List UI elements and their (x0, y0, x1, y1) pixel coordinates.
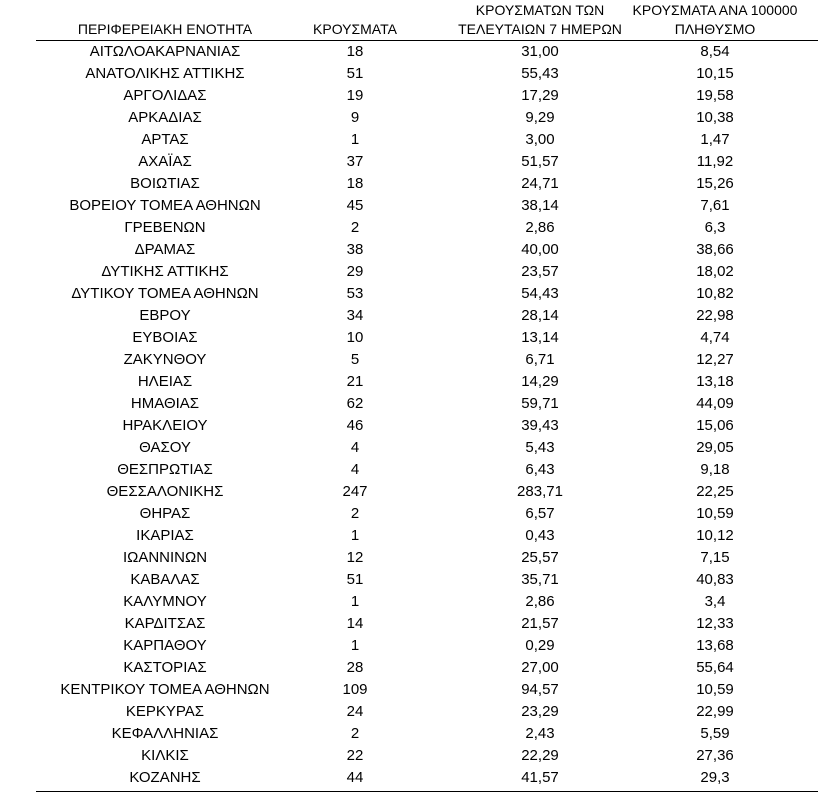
cases-cell: 2 (350, 725, 360, 742)
region-cell: ΔΥΤΙΚΟΥ ΤΟΜΕΑ ΑΘΗΝΩΝ (71, 285, 259, 302)
last-7-days-cell: 39,43 (521, 417, 559, 434)
per-100000-cell: 18,02 (696, 263, 734, 280)
per-100000-cell: 10,59 (696, 681, 734, 698)
per-100000-cell: 22,98 (696, 307, 734, 324)
region-cell: ΚΑΣΤΟΡΙΑΣ (123, 659, 207, 676)
per-100000-cell: 10,15 (696, 65, 734, 82)
last-7-days-cell: 2,86 (525, 219, 555, 236)
region-cell: ΑΡΚΑΔΙΑΣ (128, 109, 202, 126)
cases-cell: 12 (346, 549, 364, 566)
table-row (0, 283, 831, 305)
region-cell: ΚΑΡΠΑΘΟΥ (123, 637, 207, 654)
region-cell: ΙΩΑΝΝΙΝΩΝ (122, 549, 208, 566)
region-cell: ΑΙΤΩΛΟΑΚΑΡΝΑΝΙΑΣ (89, 43, 241, 60)
table-row (0, 613, 831, 635)
table-row (0, 679, 831, 701)
table-row (0, 305, 831, 327)
region-cell: ΗΛΕΙΑΣ (137, 373, 193, 390)
header-line: ΤΕΛΕΥΤΑΙΩΝ 7 ΗΜΕΡΩΝ (458, 21, 622, 37)
per-100000-cell: 40,83 (696, 571, 734, 588)
table-row (0, 217, 831, 239)
region-cell: ΘΕΣΣΑΛΟΝΙΚΗΣ (106, 483, 224, 500)
last-7-days-cell: 6,43 (525, 461, 555, 478)
last-7-days-cell: 38,14 (521, 197, 559, 214)
last-7-days-cell: 94,57 (521, 681, 559, 698)
region-cell: ΚΕΦΑΛΛΗΝΙΑΣ (111, 725, 219, 742)
region-cell: ΚΙΛΚΙΣ (141, 747, 189, 764)
region-cell: ΓΡΕΒΕΝΩΝ (124, 219, 206, 236)
last-7-days-cell: 27,00 (521, 659, 559, 676)
region-cell: ΚΕΡΚΥΡΑΣ (125, 703, 205, 720)
per-100000-cell: 8,54 (700, 43, 730, 60)
per-100000-cell: 9,18 (700, 461, 730, 478)
per-100000-cell: 4,74 (700, 329, 730, 346)
region-cell: ΔΥΤΙΚΗΣ ΑΤΤΙΚΗΣ (101, 263, 229, 280)
cases-cell: 1 (350, 527, 360, 544)
cases-cell: 247 (342, 483, 368, 500)
last-7-days-cell: 22,29 (521, 747, 559, 764)
region-cell: ΚΑΡΔΙΤΣΑΣ (124, 615, 206, 632)
last-7-days-cell: 17,29 (521, 87, 559, 104)
region-cell: ΘΑΣΟΥ (139, 439, 191, 456)
table-row (0, 173, 831, 195)
per-100000-cell: 22,99 (696, 703, 734, 720)
cases-cell: 45 (346, 197, 364, 214)
region-cell: ΚΟΖΑΝΗΣ (129, 769, 201, 786)
cases-cell: 38 (346, 241, 364, 258)
cases-cell: 28 (346, 659, 364, 676)
per-100000-cell: 13,18 (696, 373, 734, 390)
last-7-days-cell: 0,43 (525, 527, 555, 544)
last-7-days-cell: 24,71 (521, 175, 559, 192)
cases-cell: 51 (346, 571, 364, 588)
last-7-days-cell: 54,43 (521, 285, 559, 302)
table-row (0, 195, 831, 217)
cases-cell: 109 (342, 681, 368, 698)
region-cell: ΑΡΓΟΛΙΔΑΣ (123, 87, 207, 104)
table-row (0, 129, 831, 151)
region-cell: ΖΑΚΥΝΘΟΥ (123, 351, 207, 368)
cases-cell: 2 (350, 505, 360, 522)
per-100000-cell: 19,58 (696, 87, 734, 104)
header-line: ΠΕΡΙΦΕΡΕΙΑΚΗ ΕΝΟΤΗΤΑ (77, 21, 253, 37)
per-100000-cell: 44,09 (696, 395, 734, 412)
per-100000-cell: 55,64 (696, 659, 734, 676)
per-100000-cell: 12,27 (696, 351, 734, 368)
region-cell: ΕΥΒΟΙΑΣ (132, 329, 198, 346)
table-row (0, 547, 831, 569)
per-100000-cell: 38,66 (696, 241, 734, 258)
last-7-days-cell: 51,57 (521, 153, 559, 170)
region-cell: ΑΝΑΤΟΛΙΚΗΣ ΑΤΤΙΚΗΣ (85, 65, 245, 82)
cases-cell: 14 (346, 615, 364, 632)
table-row (0, 151, 831, 173)
table-row (0, 745, 831, 767)
per-100000-cell: 22,25 (696, 483, 734, 500)
last-7-days-cell: 55,43 (521, 65, 559, 82)
region-cell: ΑΡΤΑΣ (141, 131, 189, 148)
table-row (0, 459, 831, 481)
cases-cell: 62 (346, 395, 364, 412)
cases-cell: 37 (346, 153, 364, 170)
region-cell: ΘΕΣΠΡΩΤΙΑΣ (117, 461, 213, 478)
last-7-days-cell: 3,00 (525, 131, 555, 148)
table-row (0, 393, 831, 415)
per-100000-cell: 12,33 (696, 615, 734, 632)
cases-cell: 4 (350, 439, 360, 456)
cases-cell: 19 (346, 87, 364, 104)
last-7-days-cell: 5,43 (525, 439, 555, 456)
table-row (0, 415, 831, 437)
last-7-days-cell: 41,57 (521, 769, 559, 786)
last-7-days-cell: 13,14 (521, 329, 559, 346)
cases-cell: 5 (350, 351, 360, 368)
table-row (0, 525, 831, 547)
column-header-per-100000 (630, 1, 800, 39)
table-row (0, 239, 831, 261)
cases-cell: 18 (346, 43, 364, 60)
last-7-days-cell: 25,57 (521, 549, 559, 566)
region-cell: ΒΟΡΕΙΟΥ ΤΟΜΕΑ ΑΘΗΝΩΝ (69, 197, 261, 214)
cases-cell: 34 (346, 307, 364, 324)
per-100000-cell: 6,3 (704, 219, 726, 236)
table-row (0, 437, 831, 459)
column-header-last-7-days (440, 1, 640, 39)
per-100000-cell: 5,59 (700, 725, 730, 742)
table-row (0, 327, 831, 349)
per-100000-cell: 15,26 (696, 175, 734, 192)
region-cell: ΗΜΑΘΙΑΣ (130, 395, 200, 412)
last-7-days-cell: 31,00 (521, 43, 559, 60)
cases-cell: 2 (350, 219, 360, 236)
per-100000-cell: 27,36 (696, 747, 734, 764)
table-row (0, 63, 831, 85)
cases-cell: 4 (350, 461, 360, 478)
cases-cell: 44 (346, 769, 364, 786)
per-100000-cell: 11,92 (696, 153, 734, 170)
last-7-days-cell: 21,57 (521, 615, 559, 632)
last-7-days-cell: 9,29 (525, 109, 555, 126)
cases-cell: 51 (346, 65, 364, 82)
table-row (0, 701, 831, 723)
region-cell: ΗΡΑΚΛΕΙΟΥ (122, 417, 208, 434)
region-cell: ΙΚΑΡΙΑΣ (136, 527, 194, 544)
region-cell: ΚΑΛΥΜΝΟΥ (123, 593, 207, 610)
region-cell: ΑΧΑΪΑΣ (138, 153, 192, 170)
table-row (0, 723, 831, 745)
last-7-days-cell: 28,14 (521, 307, 559, 324)
column-header-region (20, 20, 310, 39)
last-7-days-cell: 2,43 (525, 725, 555, 742)
last-7-days-cell: 2,86 (525, 593, 555, 610)
table-row (0, 569, 831, 591)
per-100000-cell: 13,68 (696, 637, 734, 654)
table-row (0, 657, 831, 679)
last-7-days-cell: 6,71 (525, 351, 555, 368)
per-100000-cell: 10,38 (696, 109, 734, 126)
table-row (0, 85, 831, 107)
table-row (0, 371, 831, 393)
last-7-days-cell: 0,29 (525, 637, 555, 654)
table-row (0, 635, 831, 657)
per-100000-cell: 10,12 (696, 527, 734, 544)
region-cell: ΘΗΡΑΣ (139, 505, 191, 522)
per-100000-cell: 7,61 (700, 197, 730, 214)
table-row (0, 349, 831, 371)
table-row (0, 481, 831, 503)
header-line: ΚΡΟΥΣΜΑΤΑ (313, 21, 397, 37)
per-100000-cell: 7,15 (700, 549, 730, 566)
last-7-days-cell: 35,71 (521, 571, 559, 588)
cases-cell: 1 (350, 131, 360, 148)
table-row (0, 767, 831, 789)
table-row (0, 261, 831, 283)
cases-cell: 10 (346, 329, 364, 346)
cases-cell: 1 (350, 637, 360, 654)
cases-cell: 22 (346, 747, 364, 764)
per-100000-cell: 29,05 (696, 439, 734, 456)
cases-cell: 21 (346, 373, 364, 390)
table-row (0, 41, 831, 63)
cases-cell: 46 (346, 417, 364, 434)
per-100000-cell: 10,82 (696, 285, 734, 302)
per-100000-cell: 15,06 (696, 417, 734, 434)
column-header-cases (290, 20, 420, 39)
region-cell: ΚΑΒΑΛΑΣ (130, 571, 200, 588)
region-cell: ΔΡΑΜΑΣ (134, 241, 196, 258)
cases-cell: 9 (350, 109, 360, 126)
table-row (0, 591, 831, 613)
region-cell: ΒΟΙΩΤΙΑΣ (130, 175, 200, 192)
per-100000-cell: 29,3 (700, 769, 730, 786)
last-7-days-cell: 40,00 (521, 241, 559, 258)
cases-cell: 1 (350, 593, 360, 610)
cases-cell: 29 (346, 263, 364, 280)
header-line: ΠΛΗΘΥΣΜΟ (674, 21, 756, 37)
last-7-days-cell: 59,71 (521, 395, 559, 412)
cases-cell: 18 (346, 175, 364, 192)
last-7-days-cell: 23,29 (521, 703, 559, 720)
header-line: ΚΡΟΥΣΜΑΤΑ ΑΝΑ 100000 (632, 2, 798, 18)
cases-cell: 53 (346, 285, 364, 302)
region-cell: ΕΒΡΟΥ (139, 307, 191, 324)
table-row (0, 503, 831, 525)
per-100000-cell: 10,59 (696, 505, 734, 522)
cases-cell: 24 (346, 703, 364, 720)
last-7-days-cell: 6,57 (525, 505, 555, 522)
per-100000-cell: 1,47 (700, 131, 730, 148)
last-7-days-cell: 283,71 (517, 483, 563, 500)
region-cell: ΚΕΝΤΡΙΚΟΥ ΤΟΜΕΑ ΑΘΗΝΩΝ (60, 681, 270, 698)
last-7-days-cell: 14,29 (521, 373, 559, 390)
table-row (0, 107, 831, 129)
per-100000-cell: 3,4 (704, 593, 726, 610)
last-7-days-cell: 23,57 (521, 263, 559, 280)
header-line: ΚΡΟΥΣΜΑΤΩΝ ΤΩΝ (475, 2, 605, 18)
